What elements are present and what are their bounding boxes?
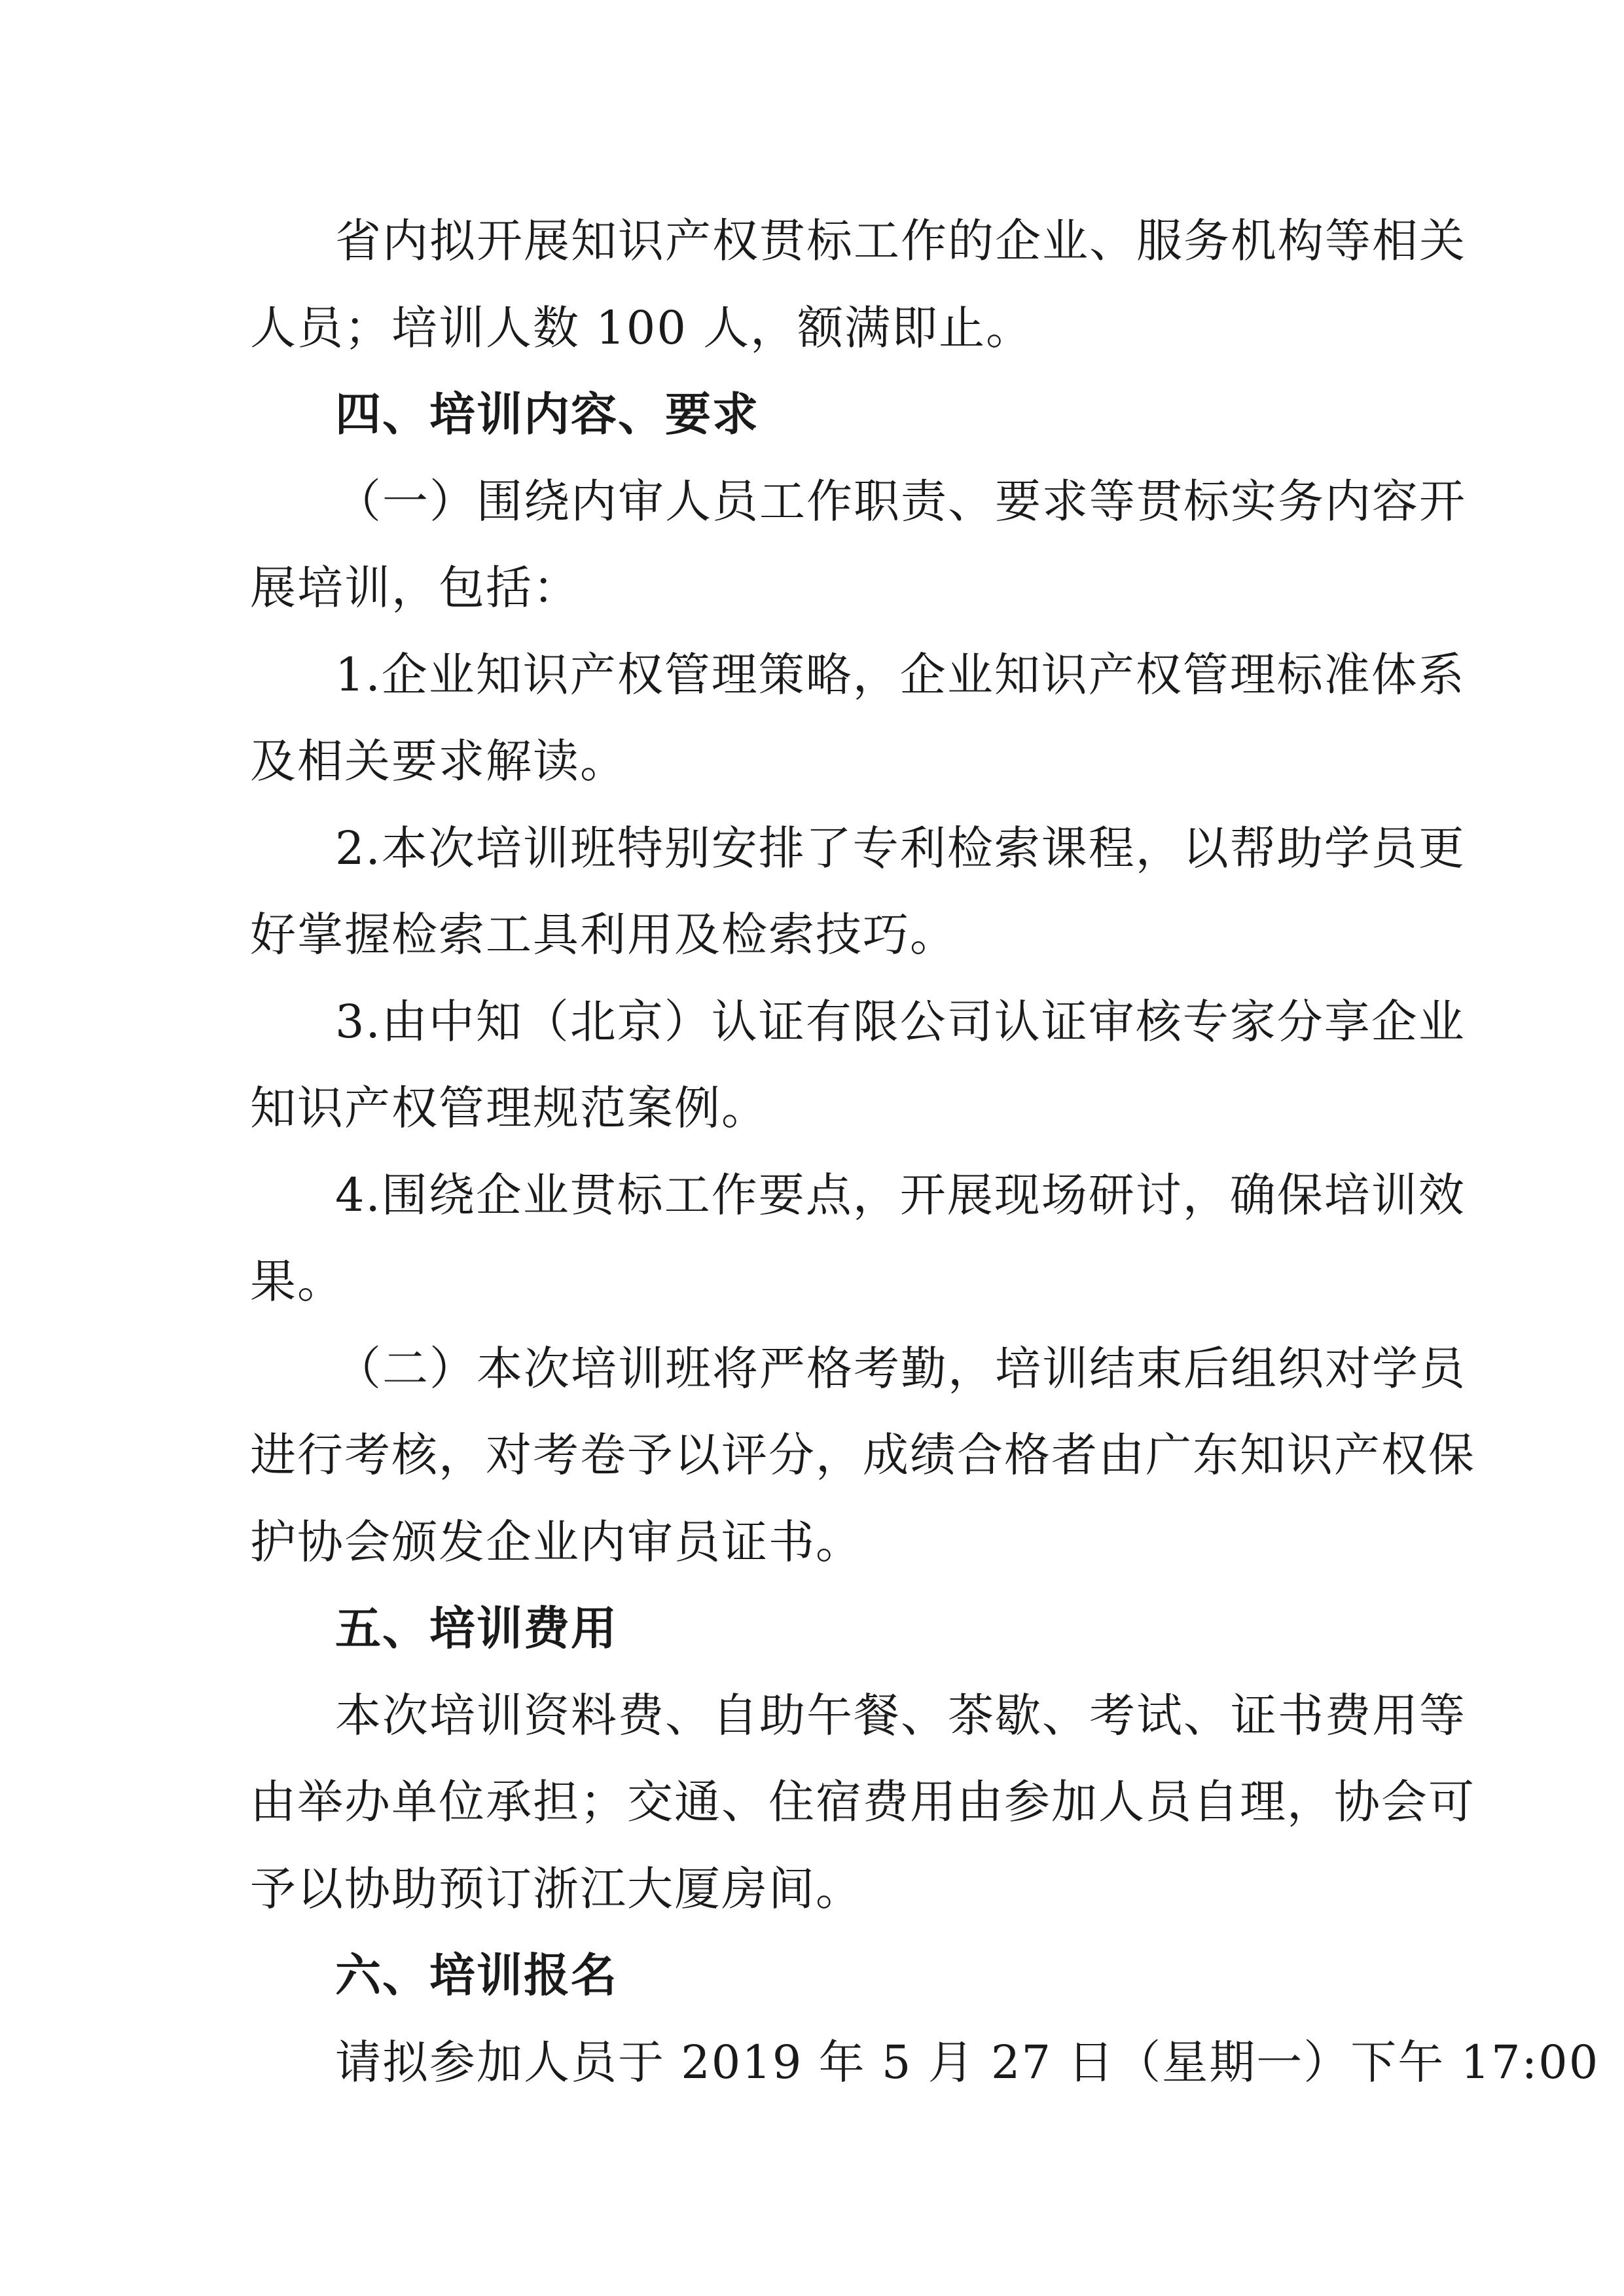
body-text-line: 请拟参加人员于 2019 年 5 月 27 日（星期一）下午 17:00: [335, 2036, 1600, 2089]
body-text-line: （二）本次培训班将严格考勤，培训结束后组织对学员: [335, 1342, 1466, 1395]
body-text-line: 进行考核，对考卷予以评分，成绩合格者由广东知识产权保: [250, 1428, 1475, 1482]
body-text-line: 护协会颁发企业内审员证书。: [250, 1515, 863, 1569]
section-heading-five: 五、培训费用: [335, 1602, 618, 1655]
section-heading-six: 六、培训报名: [335, 1948, 618, 2002]
list-item-line: 3.由中知（北京）认证有限公司认证审核专家分享企业: [335, 995, 1466, 1049]
body-text-line: 展培训，包括：: [250, 561, 580, 615]
body-text-line: 本次培训资料费、自助午餐、茶歇、考试、证书费用等: [335, 1689, 1466, 1742]
list-item-line: 2.本次培训班特别安排了专利检索课程，以帮助学员更: [335, 821, 1466, 875]
body-text-line: 予以协助预订浙江大厦房间。: [250, 1862, 863, 1916]
list-item-line: 1.企业知识产权管理策略，企业知识产权管理标准体系: [335, 648, 1466, 702]
body-text-line: （一）围绕内审人员工作职责、要求等贯标实务内容开: [335, 475, 1466, 528]
section-heading-four: 四、培训内容、要求: [335, 387, 759, 441]
list-item-line: 果。: [250, 1255, 344, 1308]
body-text-line: 省内拟开展知识产权贯标工作的企业、服务机构等相关: [335, 214, 1466, 268]
list-item-line: 知识产权管理规范案例。: [250, 1081, 768, 1135]
list-item-line: 好掌握检索工具利用及检索技巧。: [250, 908, 957, 961]
list-item-line: 及相关要求解读。: [250, 734, 627, 788]
list-item-line: 4.围绕企业贯标工作要点，开展现场研讨，确保培训效: [335, 1168, 1466, 1222]
body-text-line: 由举办单位承担；交通、住宿费用由参加人员自理，协会可: [250, 1775, 1475, 1829]
body-text-line: 人员；培训人数 100 人，额满即止。: [250, 301, 1034, 355]
